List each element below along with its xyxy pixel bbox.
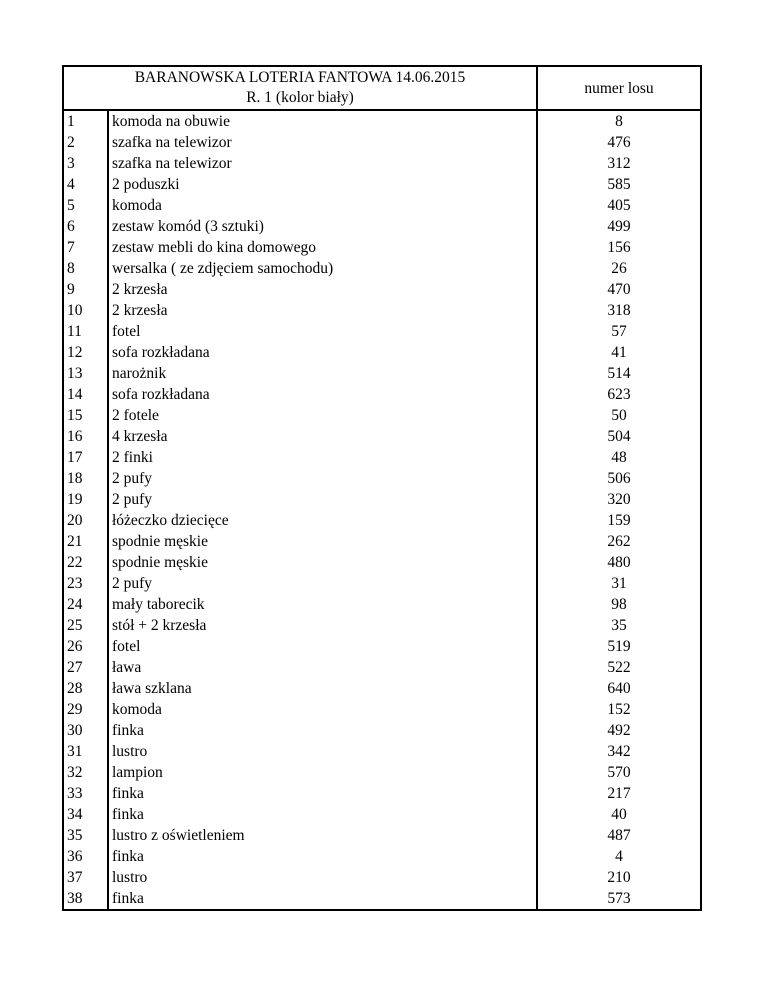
- prize-name: sofa rozkładana: [108, 384, 537, 405]
- table-row: [63, 384, 701, 405]
- table-row: [63, 804, 701, 825]
- lot-number: 8: [537, 110, 701, 132]
- table-row: [63, 468, 701, 489]
- lot-number: 499: [537, 216, 701, 237]
- lot-number: 320: [537, 489, 701, 510]
- lot-number: 217: [537, 783, 701, 804]
- prize-name: zestaw mebli do kina domowego: [108, 237, 537, 258]
- prize-rows: [63, 110, 701, 910]
- row-number: 37: [63, 867, 108, 888]
- prize-name: komoda: [108, 195, 537, 216]
- row-number: 28: [63, 678, 108, 699]
- table-row: [63, 783, 701, 804]
- prize-name: finka: [108, 804, 537, 825]
- row-number: 32: [63, 762, 108, 783]
- row-number: 6: [63, 216, 108, 237]
- prize-name: 2 pufy: [108, 489, 537, 510]
- row-number: 16: [63, 426, 108, 447]
- row-number: 15: [63, 405, 108, 426]
- row-number: 2: [63, 132, 108, 153]
- lot-number: 50: [537, 405, 701, 426]
- prize-name: lustro: [108, 867, 537, 888]
- table-row: [63, 825, 701, 846]
- row-number: 23: [63, 573, 108, 594]
- table-row: [63, 447, 701, 468]
- row-number: 20: [63, 510, 108, 531]
- prize-name: ława: [108, 657, 537, 678]
- prize-name: finka: [108, 783, 537, 804]
- table-row: [63, 363, 701, 384]
- lot-number: 519: [537, 636, 701, 657]
- prize-name: fotel: [108, 636, 537, 657]
- table-row: [63, 552, 701, 573]
- prize-table: [62, 65, 702, 911]
- lot-number: 506: [537, 468, 701, 489]
- table-row: [63, 573, 701, 594]
- lot-number: 262: [537, 531, 701, 552]
- lot-number: 405: [537, 195, 701, 216]
- row-number: 5: [63, 195, 108, 216]
- table-row: [63, 510, 701, 531]
- title-line-1: BARANOWSKA LOTERIA FANTOWA 14.06.2015: [134, 69, 466, 86]
- row-number: 35: [63, 825, 108, 846]
- lot-number: 57: [537, 321, 701, 342]
- table-row: [63, 678, 701, 699]
- table-row: [63, 132, 701, 153]
- prize-name: stół + 2 krzesła: [108, 615, 537, 636]
- row-number: 3: [63, 153, 108, 174]
- prize-name: finka: [108, 888, 537, 910]
- lot-number: 480: [537, 552, 701, 573]
- row-number: 30: [63, 720, 108, 741]
- row-number: 36: [63, 846, 108, 867]
- prize-name: mały taborecik: [108, 594, 537, 615]
- row-number: 8: [63, 258, 108, 279]
- row-number: 34: [63, 804, 108, 825]
- lot-number: 585: [537, 174, 701, 195]
- lot-number: 156: [537, 237, 701, 258]
- row-number: 29: [63, 699, 108, 720]
- lot-number: 623: [537, 384, 701, 405]
- title-line-2: R. 1 (kolor biały): [246, 89, 354, 106]
- table-header-row: [63, 66, 701, 110]
- lottery-sheet: [62, 65, 702, 911]
- row-number: 1: [63, 110, 108, 132]
- prize-name: łóżeczko dziecięce: [108, 510, 537, 531]
- lot-column-header: numer losu: [537, 66, 701, 110]
- table-row: [63, 110, 701, 132]
- table-row: [63, 174, 701, 195]
- table-row: [63, 720, 701, 741]
- prize-name: komoda: [108, 699, 537, 720]
- lot-number: 48: [537, 447, 701, 468]
- table-row: [63, 216, 701, 237]
- prize-name: 2 pufy: [108, 468, 537, 489]
- prize-name: spodnie męskie: [108, 531, 537, 552]
- prize-name: sofa rozkładana: [108, 342, 537, 363]
- lot-number: 152: [537, 699, 701, 720]
- prize-name: spodnie męskie: [108, 552, 537, 573]
- table-row: [63, 657, 701, 678]
- table-row: [63, 489, 701, 510]
- lot-number: 640: [537, 678, 701, 699]
- lot-number: 4: [537, 846, 701, 867]
- table-row: [63, 762, 701, 783]
- table-row: [63, 846, 701, 867]
- row-number: 17: [63, 447, 108, 468]
- row-number: 14: [63, 384, 108, 405]
- row-number: 21: [63, 531, 108, 552]
- lot-number: 514: [537, 363, 701, 384]
- lot-number: 573: [537, 888, 701, 910]
- table-row: [63, 636, 701, 657]
- row-number: 27: [63, 657, 108, 678]
- lot-number: 31: [537, 573, 701, 594]
- table-row: [63, 741, 701, 762]
- prize-name: 2 fotele: [108, 405, 537, 426]
- prize-name: komoda na obuwie: [108, 110, 537, 132]
- prize-name: 2 pufy: [108, 573, 537, 594]
- row-number: 38: [63, 888, 108, 910]
- prize-name: wersalka ( ze zdjęciem samochodu): [108, 258, 537, 279]
- lot-number: 570: [537, 762, 701, 783]
- table-title: [63, 66, 537, 110]
- prize-name: lampion: [108, 762, 537, 783]
- row-number: 7: [63, 237, 108, 258]
- table-row: [63, 195, 701, 216]
- lot-number: 35: [537, 615, 701, 636]
- prize-name: finka: [108, 846, 537, 867]
- prize-name: szafka na telewizor: [108, 132, 537, 153]
- prize-name: narożnik: [108, 363, 537, 384]
- prize-name: 2 poduszki: [108, 174, 537, 195]
- row-number: 10: [63, 300, 108, 321]
- row-number: 24: [63, 594, 108, 615]
- lot-number: 312: [537, 153, 701, 174]
- table-row: [63, 531, 701, 552]
- table-row: [63, 615, 701, 636]
- prize-name: ława szklana: [108, 678, 537, 699]
- prize-name: fotel: [108, 321, 537, 342]
- lot-number: 504: [537, 426, 701, 447]
- row-number: 4: [63, 174, 108, 195]
- row-number: 22: [63, 552, 108, 573]
- table-row: [63, 321, 701, 342]
- prize-name: 2 krzesła: [108, 300, 537, 321]
- row-number: 31: [63, 741, 108, 762]
- prize-name: finka: [108, 720, 537, 741]
- lot-number: 342: [537, 741, 701, 762]
- table-row: [63, 594, 701, 615]
- lot-number: 318: [537, 300, 701, 321]
- table-row: [63, 342, 701, 363]
- row-number: 26: [63, 636, 108, 657]
- row-number: 11: [63, 321, 108, 342]
- table-row: [63, 699, 701, 720]
- row-number: 25: [63, 615, 108, 636]
- prize-name: 4 krzesła: [108, 426, 537, 447]
- lot-number: 492: [537, 720, 701, 741]
- lot-number: 26: [537, 258, 701, 279]
- table-row: [63, 279, 701, 300]
- row-number: 9: [63, 279, 108, 300]
- table-row: [63, 888, 701, 910]
- lot-number: 159: [537, 510, 701, 531]
- prize-name: lustro: [108, 741, 537, 762]
- table-row: [63, 237, 701, 258]
- row-number: 13: [63, 363, 108, 384]
- table-row: [63, 867, 701, 888]
- prize-name: szafka na telewizor: [108, 153, 537, 174]
- table-row: [63, 405, 701, 426]
- lot-number: 40: [537, 804, 701, 825]
- table-row: [63, 426, 701, 447]
- lot-number: 41: [537, 342, 701, 363]
- prize-name: lustro z oświetleniem: [108, 825, 537, 846]
- table-row: [63, 258, 701, 279]
- lot-number: 98: [537, 594, 701, 615]
- prize-name: 2 krzesła: [108, 279, 537, 300]
- row-number: 33: [63, 783, 108, 804]
- lot-number: 210: [537, 867, 701, 888]
- lot-number: 522: [537, 657, 701, 678]
- lot-number: 476: [537, 132, 701, 153]
- lot-number: 487: [537, 825, 701, 846]
- table-row: [63, 153, 701, 174]
- prize-name: 2 finki: [108, 447, 537, 468]
- row-number: 18: [63, 468, 108, 489]
- lot-number: 470: [537, 279, 701, 300]
- table-row: [63, 300, 701, 321]
- row-number: 19: [63, 489, 108, 510]
- prize-name: zestaw komód (3 sztuki): [108, 216, 537, 237]
- row-number: 12: [63, 342, 108, 363]
